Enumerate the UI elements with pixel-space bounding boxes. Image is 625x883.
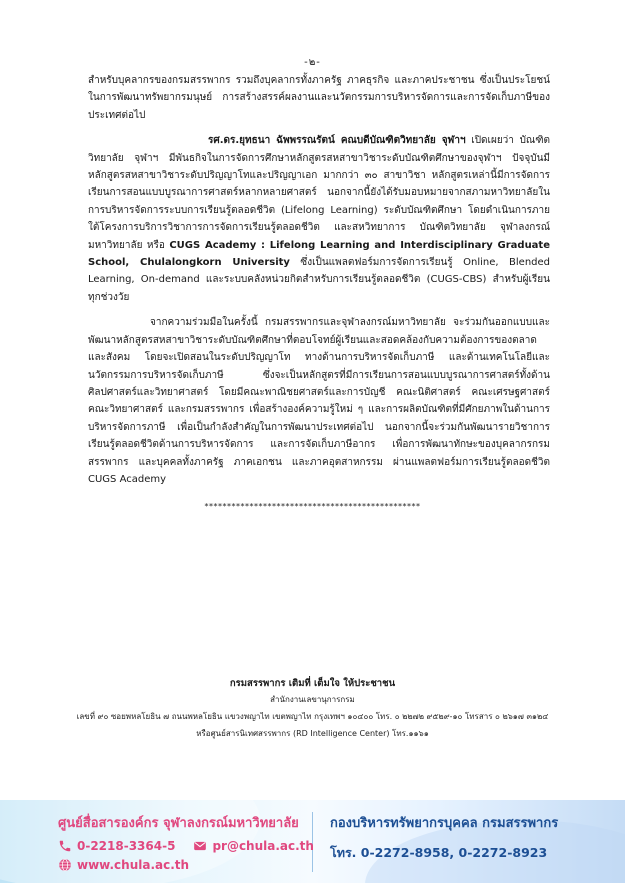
footer-address: เลขที่ ๙๐ ซอยพหลโยธิน ๗ ถนนพหลโยธิน แขวงพญาไท เขตพญาไท กรุงเทพฯ ๑๐๔๐๐ โทร. ๐ ๒๒๗๒ ๙๕๒๙-๑๐ โทรสาร ๐ ๒๖๑๗ ๓๑๒๔ [76, 712, 549, 721]
paragraph-3 [88, 314, 550, 488]
rd-phone[interactable]: โทร. 0-2272-8958, 0-2272-8923 [330, 845, 548, 860]
paragraph-2-text: เปิดเผยว่า บัณฑิตวิทยาลัย จุฬาฯ มีพันธกิจในการจัดการศึกษาหลักสูตรสหสาขาวิชาระดับบัณฑิตศึกษาของจุฬาฯ ปัจจุบันมีหลักสูตรสหสาขาวิชาระดับปริญญาโทและปริญญาเอก มากกว่า ๓๐ สาขาวิชา หลักสูตรเหล่านี้มีการจัดการเรียนการสอนแบบบูรณาการศาสตร์หลากหลายศาสตร์ นอกจากนี้ยังได้รับมอบหมายจากสภามหาวิทยาลัยในการบริหารจัดการระบบการเรียนรู้ตลอดชีวิต (Lifelong Learning) ระดับบัณฑิตศึกษา โดยดำเนินการภายใต้โครงการบริการวิชาการการจัดการเรียนรู้ตลอดชีวิต และสหวิทยาการ บัณฑิตวิทยาลัย จุฬาลงกรณ์มหาวิทยาลัย หรือ [88, 135, 550, 251]
page-number: -๒- [304, 57, 321, 68]
contact-band [0, 800, 625, 883]
press-release-body [88, 72, 550, 496]
chula-email[interactable]: pr@chula.ac.th [212, 839, 314, 853]
paragraph-1 [88, 72, 550, 124]
dean-name: รศ.ดร.ยุทธนา ฉัพพรรณรัตน์ คณบดีบัณฑิตวิทยาลัย จุฬาฯ [208, 135, 466, 147]
paragraph-3-text: จากความร่วมมือในครั้งนี้ กรมสรรพากรและจุฬาลงกรณ์มหาวิทยาลัย จะร่วมกันออกแบบและพัฒนาหลักสูตรสหสาขาวิชาระดับบัณฑิตศึกษาที่ตอบโจทย์ผู้เรียนและสอดคล้องกับความต้องการของตลาดและสังคม โดยจะเปิดสอนในระดับปริญญาโท ทางด้านการบริหารจัดเก็บภาษี และด้านเทคโนโลยีและนวัตกรรมการบริหารจัดเก็บภาษี ซึ่งจะเป็นหลักสูตรที่มีการเรียนการสอนแบบบูรณาการศาสตร์ทั้งด้านศิลปศาสตร์และวิทยาศาสตร์ โดยมีคณะพาณิชยศาสตร์และการบัญชี คณะนิติศาสตร์ คณะเศรษฐศาสตร์ คณะวิทยาศาสตร์ และกรมสรรพากร เพื่อสร้างองค์ความรู้ใหม่ ๆ และการผลิตบัณฑิตที่มีศักยภาพในด้านการบริหารจัดการภาษี เพื่อเป็นกำลังสำคัญในการพัฒนาประเทศต่อไป นอกจากนี้จะร่วมกันพัฒนารายวิชาการเรียนรู้ตลอดชีวิตด้านการบริหารจัดการ และการจัดเก็บภาษีอากร เพื่อการพัฒนาทักษะของบุคลากรกรมสรรพากร และบุคคลทั้งภาครัฐ ภาคเอกชน และภาคอุตสาหกรรม ผ่านแพลตฟอร์มการเรียนรู้ตลอดชีวิต CUGS Academy [88, 317, 550, 485]
globe-icon [58, 858, 72, 872]
paragraph-2-text-end: ซึ่งเป็นแพลตฟอร์มการจัดการเรียนรู้ Online, Blended Learning, On-demand และระบบคลังหน่วยกิตสำหรับการเรียนรู้ตลอดชีวิต (CUGS-CBS) สำหรับผู้เรียนทุกช่วงวัย [88, 257, 551, 303]
phone-icon [58, 839, 72, 853]
footer-office: สำนักงานเลขานุการกรม [270, 695, 355, 704]
rd-contact [330, 812, 558, 863]
chula-phone[interactable]: 0-2218-3364-5 [77, 839, 176, 853]
asterisk-divider: ************************************************ [204, 502, 421, 511]
email-icon [193, 839, 207, 853]
chula-contact [58, 812, 332, 877]
rd-contact-title: กองบริหารทรัพยากรบุคคล กรมสรรพากร [330, 816, 559, 831]
paragraph-2 [88, 132, 550, 306]
footer-slogan: กรมสรรพากร เติมที่ เต็มใจ ให้ประชาชน [229, 678, 396, 689]
chula-website[interactable]: www.chula.ac.th [77, 858, 190, 872]
footer-intelligence-center: หรือศูนย์สารนิเทศสรรพากร (RD Intelligence Center) โทร.๑๑๖๑ [196, 729, 429, 738]
chula-contact-title: ศูนย์สื่อสารองค์กร จุฬาลงกรณ์มหาวิทยาลัย [58, 816, 299, 831]
paragraph-1-text: สำหรับบุคลากรของกรมสรรพากร รวมถึงบุคลากรทั้งภาครัฐ ภาคธุรกิจ และภาคประชาชน ซึ่งเป็นประโยชน์ในการพัฒนาทรัพยากรมนุษย์ การสร้างสรรค์ผลงานและนวัตกรรมการบริหารจัดการและการจัดเก็บภาษีของประเทศต่อไป [88, 75, 550, 121]
cugs-academy-name: CUGS Academy : Lifelong Learning and Interdisciplinary Graduate School, Chulalongkorn University [88, 239, 550, 269]
